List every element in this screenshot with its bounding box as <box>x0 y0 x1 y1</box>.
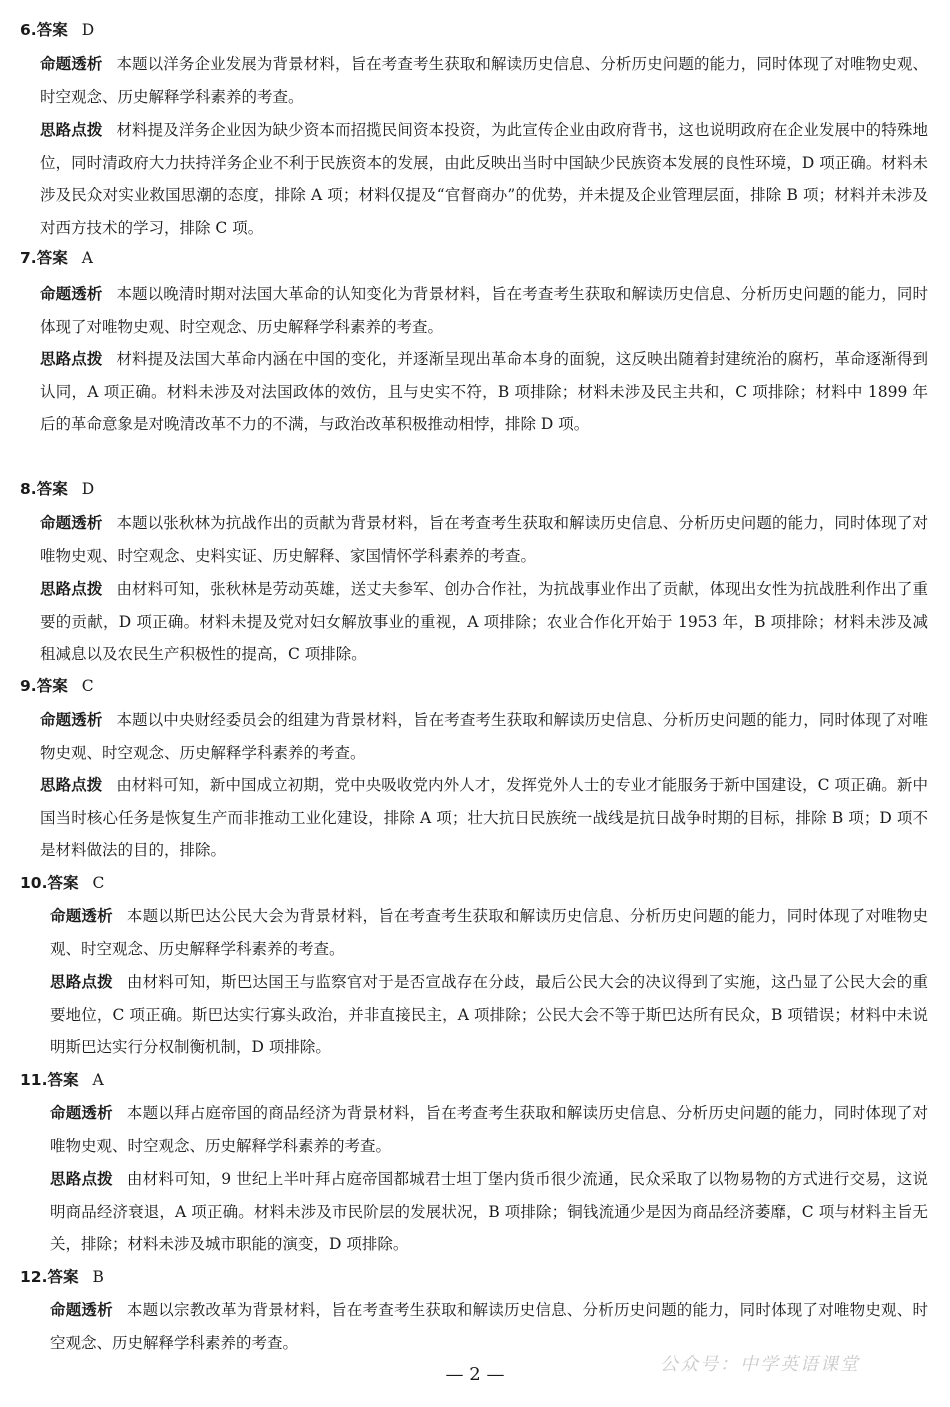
analysis-text: 本题以晚清时期对法国大革命的认知变化为背景材料，旨在考查考生获取和解读历史信息、分析历史问题的能力，同时体现了对唯物史观、时空观念、历史解释学科素养的考查。 <box>40 285 928 336</box>
approach-label: 思路点拨 <box>50 1170 113 1188</box>
answer-label: 答案 <box>36 480 68 498</box>
question-header <box>20 1067 104 1093</box>
approach-label: 思路点拨 <box>40 121 103 139</box>
analysis-label: 命题透析 <box>40 514 103 532</box>
answer-label: 答案 <box>36 249 68 267</box>
approach-text: 由材料可知，斯巴达国王与监察官对于是否宣战存在分歧，最后公民大会的决议得到了实施，这凸显了公民大会的重要地位，C 项正确。斯巴达实行寡头政治，并非直接民主，A 项排除；公民大会不等于斯巴达所有民众，B 项错误；材料中未说明斯巴达实行分权制衡机制，D 项排除。 <box>50 973 928 1056</box>
analysis-label: 命题透析 <box>40 285 103 303</box>
approach-label: 思路点拨 <box>40 776 103 794</box>
question-header <box>20 673 94 699</box>
analysis-text: 本题以张秋林为抗战作出的贡献为背景材料，旨在考查考生获取和解读历史信息、分析历史问题的能力，同时体现了对唯物史观、时空观念、史料实证、历史解释、家国情怀学科素养的考查。 <box>40 514 928 565</box>
answer-value: D <box>81 480 95 498</box>
approach-paragraph <box>40 573 928 671</box>
question-header <box>20 17 94 43</box>
analysis-label: 命题透析 <box>50 1104 113 1122</box>
approach-text: 由材料可知，9 世纪上半叶拜占庭帝国都城君士坦丁堡内货币很少流通，民众采取了以物易物的方式进行交易，这说明商品经济衰退，A 项正确。材料未涉及市民阶层的发展状况，B 项排除；铜钱流通少是因为商品经济萎靡，C 项与材料主旨无关，排除；材料未涉及城市职能的演变，D 项排除。 <box>50 1170 928 1253</box>
approach-text: 由材料可知，张秋林是劳动英雄，送丈夫参军、创办合作社，为抗战事业作出了贡献，体现出女性为抗战胜利作出了重要的贡献，D 项正确。材料未提及党对妇女解放事业的重视，A 项排除；农业合作化开始于 1953 年，B 项排除；材料未涉及减租减息以及农民生产积极性的提高，C 项排除。 <box>40 580 928 663</box>
answer-label: 答案 <box>47 874 79 892</box>
answer-value: A <box>81 249 93 267</box>
analysis-text: 本题以拜占庭帝国的商品经济为背景材料，旨在考查考生获取和解读历史信息、分析历史问题的能力，同时体现了对唯物史观、时空观念、历史解释学科素养的考查。 <box>50 1104 928 1155</box>
analysis-paragraph <box>40 48 928 113</box>
question-header <box>20 245 93 271</box>
question-number: 7. <box>20 249 37 267</box>
approach-text: 材料提及洋务企业因为缺少资本而招揽民间资本投资，为此宣传企业由政府背书，这也说明政府在企业发展中的特殊地位，同时清政府大力扶持洋务企业不利于民族资本的发展，由此反映出当时中国缺少民族资本发展的良性环境，D 项正确。材料未涉及民众对实业救国思潮的态度，排除 A 项；材料仅提及“官督商办”的优势，并未提及企业管理层面，排除 B 项；材料并未涉及对西方技术的学习，排除 C 项。 <box>40 121 928 237</box>
analysis-paragraph <box>50 1097 928 1162</box>
question-number: 9. <box>20 677 37 695</box>
approach-text: 由材料可知，新中国成立初期，党中央吸收党内外人才，发挥党外人士的专业才能服务于新中国建设，C 项正确。新中国当时核心任务是恢复生产而非推动工业化建设，排除 A 项；壮大抗日民族统一战线是抗日战争时期的目标，排除 B 项；D 项不是材料做法的目的，排除。 <box>40 776 928 859</box>
answer-value: D <box>81 21 95 39</box>
approach-paragraph <box>40 114 928 244</box>
analysis-label: 命题透析 <box>50 1301 113 1319</box>
answer-value: A <box>92 1071 104 1089</box>
analysis-label: 命题透析 <box>40 711 103 729</box>
question-number: 11. <box>20 1071 48 1089</box>
watermark: 公众号：中学英语课堂 <box>660 1354 860 1375</box>
approach-paragraph <box>50 1163 928 1261</box>
analysis-label: 命题透析 <box>50 907 113 925</box>
approach-label: 思路点拨 <box>40 580 103 598</box>
approach-text: 材料提及法国大革命内涵在中国的变化，并逐渐呈现出革命本身的面貌，这反映出随着封建统治的腐朽，革命逐渐得到认同，A 项正确。材料未涉及对法国政体的效仿，且与史实不符，B 项排除；材料未涉及民主共和，C 项排除；材料中 1899 年后的革命意象是对晚清改革不力的不满，与政治改革积极推动相悖，排除 D 项。 <box>40 350 928 433</box>
analysis-text: 本题以洋务企业发展为背景材料，旨在考查考生获取和解读历史信息、分析历史问题的能力，同时体现了对唯物史观、时空观念、历史解释学科素养的考查。 <box>40 55 928 106</box>
answer-value: C <box>92 874 105 892</box>
approach-paragraph <box>40 343 928 441</box>
analysis-paragraph <box>40 704 928 769</box>
analysis-text: 本题以中央财经委员会的组建为背景材料，旨在考查考生获取和解读历史信息、分析历史问题的能力，同时体现了对唯物史观、时空观念、历史解释学科素养的考查。 <box>40 711 928 762</box>
question-number: 12. <box>20 1268 48 1286</box>
analysis-paragraph <box>50 900 928 965</box>
answer-label: 答案 <box>36 677 68 695</box>
approach-label: 思路点拨 <box>40 350 103 368</box>
analysis-text: 本题以斯巴达公民大会为背景材料，旨在考查考生获取和解读历史信息、分析历史问题的能力，同时体现了对唯物史观、时空观念、历史解释学科素养的考查。 <box>50 907 928 958</box>
question-number: 6. <box>20 21 37 39</box>
approach-label: 思路点拨 <box>50 973 113 991</box>
answer-label: 答案 <box>47 1071 79 1089</box>
question-header <box>20 1264 104 1290</box>
approach-paragraph <box>40 769 928 867</box>
question-number: 8. <box>20 480 37 498</box>
answer-value: B <box>92 1268 104 1286</box>
analysis-paragraph <box>40 507 928 572</box>
analysis-label: 命题透析 <box>40 55 103 73</box>
question-header <box>20 870 104 896</box>
answer-label: 答案 <box>47 1268 79 1286</box>
question-number: 10. <box>20 874 48 892</box>
question-header <box>20 476 94 502</box>
approach-paragraph <box>50 966 928 1064</box>
answer-label: 答案 <box>36 21 68 39</box>
analysis-text: 本题以宗教改革为背景材料，旨在考查考生获取和解读历史信息、分析历史问题的能力，同时体现了对唯物史观、时空观念、历史解释学科素养的考查。 <box>50 1301 928 1352</box>
answer-value: C <box>81 677 94 695</box>
analysis-paragraph <box>40 278 928 343</box>
page-number: — 2 — <box>445 1364 505 1385</box>
